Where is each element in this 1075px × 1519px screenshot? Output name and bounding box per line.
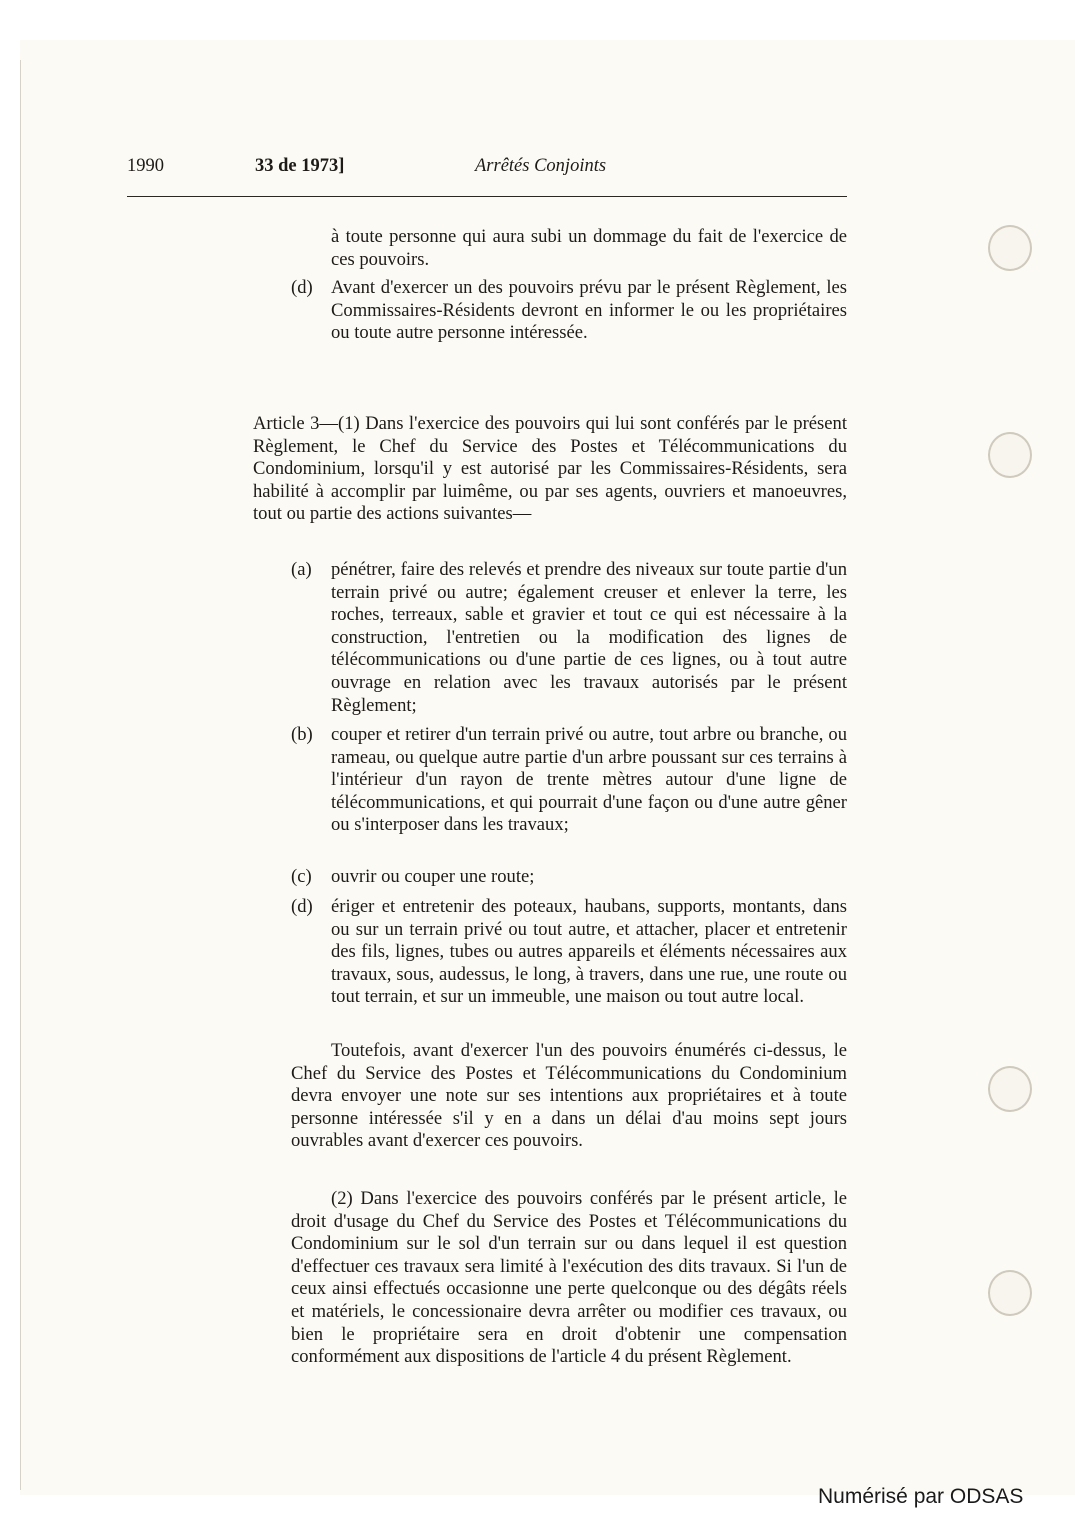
continuation-text: à toute personne qui aura subi un dommage du fait de l'exercice de ces pouvoirs. [331,226,847,270]
binder-hole [988,432,1032,478]
binder-hole [988,1270,1032,1316]
item-text: ouvrir ou couper une route; [331,866,535,887]
page-header [0,156,1075,186]
subsection-2: (2) Dans l'exercice des pouvoirs conférés par le présent article, le droit d'usage du Chef du Service des Postes et Télécommunications du Condominium sur le sol d'un terrain sur ou dans lequel il est question d'effectuer ces travaux sera limité à l'exécution des dits travaux. Si l'un de ceux ainsi effectués occasionne une perte quelconque ou des dégâts réels et matériels, le concessionaire devra arrêter ou modifier ces travaux, ou bien le propriétaire sera en droit d'obtenir une compensation conformément aux dispositions de l'article 4 du présent Règlement. [291,1188,847,1368]
item-text: Avant d'exercer un des pouvoirs prévu par le présent Règlement, les Commissaires-Résidents devront en informer le ou les propriétaires ou toute autre personne intéressée. [331,277,847,344]
toutefois-paragraph: Toutefois, avant d'exercer l'un des pouvoirs énumérés ci-dessus, le Chef du Service des Postes et Télécommunications du Condominium devra envoyer une note sur ses intentions aux propriétaires et à toute personne intéressée s'il y en a dans un délai d'au moins sept jours ouvrables avant d'exercer ces pouvoirs. [291,1040,847,1152]
header-rule [127,196,847,197]
binder-hole [988,1066,1032,1112]
item-label: (b) [291,724,313,745]
digitization-credit: Numérisé par ODSAS [818,1485,1024,1508]
item-label: (a) [291,559,312,580]
item-text: ériger et entretenir des poteaux, haubans, supports, montants, dans ou sur un terrain privé ou tout autre, et attacher, placer et entretenir des fils, lignes, tubes ou autres appareils et éléments nécessaires aux travaux, sous, audessus, le long, à travers, dans une rue, une route ou tout terrain, et sur un immeuble, une maison ou tout autre local. [331,896,847,1008]
page-number: 1990 [127,156,164,176]
binder-hole [988,225,1032,271]
article-intro-text: Dans l'exercice des pouvoirs qui lui sont conférés par le présent Règlement, le Chef du Service des Postes et Télécommunications du Condominium, lorsqu'il y est autorisé par les Commissaires-Résidents, sera habilité à accomplir par luimême, ou par ses agents, ouvriers et manoeuvres, tout ou partie des actions suivantes— [253,413,847,525]
item-text: couper et retirer d'un terrain privé ou autre, tout arbre ou branche, ou rameau, ou quelque autre partie d'un arbre poussant sur ces terrains à l'intérieur d'un rayon de trente mètres autour d'une ligne de télécommunications, et qui pourrait d'une façon ou d'une autre gêner ou s'interposer dans les travaux; [331,724,847,836]
item-label: (d) [291,277,313,298]
item-label: (c) [291,866,312,887]
act-reference: 33 de 1973] [255,156,345,176]
article-intro [253,413,847,526]
item-text: pénétrer, faire des relevés et prendre des niveaux sur toute partie d'un terrain privé ou autre; également creuser et enlever la terre, les roches, terreaux, sable et gravier et tout ce qui est nécessaire à la construction, l'entretien ou la modification des lignes de télécommunications ou d'une partie de ces lignes, ou à tout autre ouvrage en relation avec les travaux autorisés par le présent Règlement; [331,559,847,716]
article-heading: Article 3—(1) [253,413,360,434]
item-label: (d) [291,896,313,917]
page-edge [20,60,21,1490]
running-title: Arrêtés Conjoints [475,156,607,176]
